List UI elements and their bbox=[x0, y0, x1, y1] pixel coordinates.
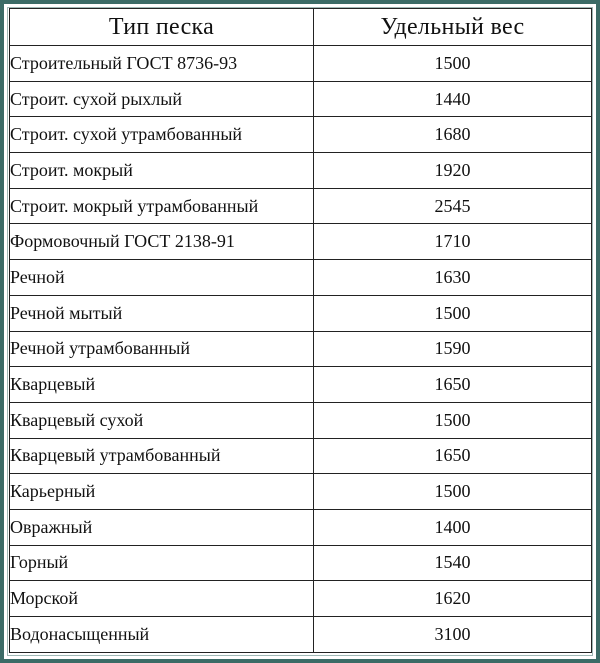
table-row bbox=[10, 188, 592, 224]
specific-weight-cell: 1440 bbox=[314, 81, 592, 117]
sand-type-cell: Строит. сухой рыхлый bbox=[10, 81, 314, 117]
specific-weight-cell: 1500 bbox=[314, 402, 592, 438]
table-row bbox=[10, 46, 592, 82]
specific-weight-cell: 1500 bbox=[314, 295, 592, 331]
table-row bbox=[10, 474, 592, 510]
table-row bbox=[10, 438, 592, 474]
sand-type-cell: Карьерный bbox=[10, 474, 314, 510]
table-header-row bbox=[10, 9, 592, 46]
specific-weight-cell: 1620 bbox=[314, 581, 592, 617]
sand-type-cell: Речной bbox=[10, 260, 314, 296]
specific-weight-cell: 1590 bbox=[314, 331, 592, 367]
specific-weight-cell: 3100 bbox=[314, 617, 592, 653]
sand-type-cell: Речной утрамбованный bbox=[10, 331, 314, 367]
sand-type-cell: Кварцевый bbox=[10, 367, 314, 403]
specific-weight-cell: 1650 bbox=[314, 438, 592, 474]
table-row bbox=[10, 260, 592, 296]
header-specific-weight: Удельный вес bbox=[314, 9, 592, 46]
sand-type-cell: Овражный bbox=[10, 509, 314, 545]
header-sand-type: Тип песка bbox=[10, 9, 314, 46]
table-row bbox=[10, 295, 592, 331]
sand-type-cell: Кварцевый утрамбованный bbox=[10, 438, 314, 474]
table-row bbox=[10, 331, 592, 367]
specific-weight-cell: 1650 bbox=[314, 367, 592, 403]
table-row bbox=[10, 509, 592, 545]
table-row bbox=[10, 617, 592, 653]
specific-weight-cell: 1540 bbox=[314, 545, 592, 581]
specific-weight-cell: 1400 bbox=[314, 509, 592, 545]
table-row bbox=[10, 153, 592, 189]
sand-type-cell: Кварцевый сухой bbox=[10, 402, 314, 438]
sand-type-cell: Строит. сухой утрамбованный bbox=[10, 117, 314, 153]
table-row bbox=[10, 545, 592, 581]
table-row bbox=[10, 367, 592, 403]
sand-type-cell: Водонасыщенный bbox=[10, 617, 314, 653]
table-row bbox=[10, 81, 592, 117]
sand-weight-table bbox=[9, 8, 592, 653]
sand-type-cell: Формовочный ГОСТ 2138-91 bbox=[10, 224, 314, 260]
sand-type-cell: Морской bbox=[10, 581, 314, 617]
specific-weight-cell: 1630 bbox=[314, 260, 592, 296]
specific-weight-cell: 1500 bbox=[314, 46, 592, 82]
sand-type-cell: Горный bbox=[10, 545, 314, 581]
table-row bbox=[10, 224, 592, 260]
table-row bbox=[10, 581, 592, 617]
specific-weight-cell: 1680 bbox=[314, 117, 592, 153]
sand-type-cell: Строит. мокрый утрамбованный bbox=[10, 188, 314, 224]
specific-weight-cell: 2545 bbox=[314, 188, 592, 224]
sand-type-cell: Речной мытый bbox=[10, 295, 314, 331]
specific-weight-cell: 1710 bbox=[314, 224, 592, 260]
sand-type-cell: Строит. мокрый bbox=[10, 153, 314, 189]
table-row bbox=[10, 402, 592, 438]
specific-weight-cell: 1500 bbox=[314, 474, 592, 510]
specific-weight-cell: 1920 bbox=[314, 153, 592, 189]
table-row bbox=[10, 117, 592, 153]
sand-type-cell: Строительный ГОСТ 8736-93 bbox=[10, 46, 314, 82]
